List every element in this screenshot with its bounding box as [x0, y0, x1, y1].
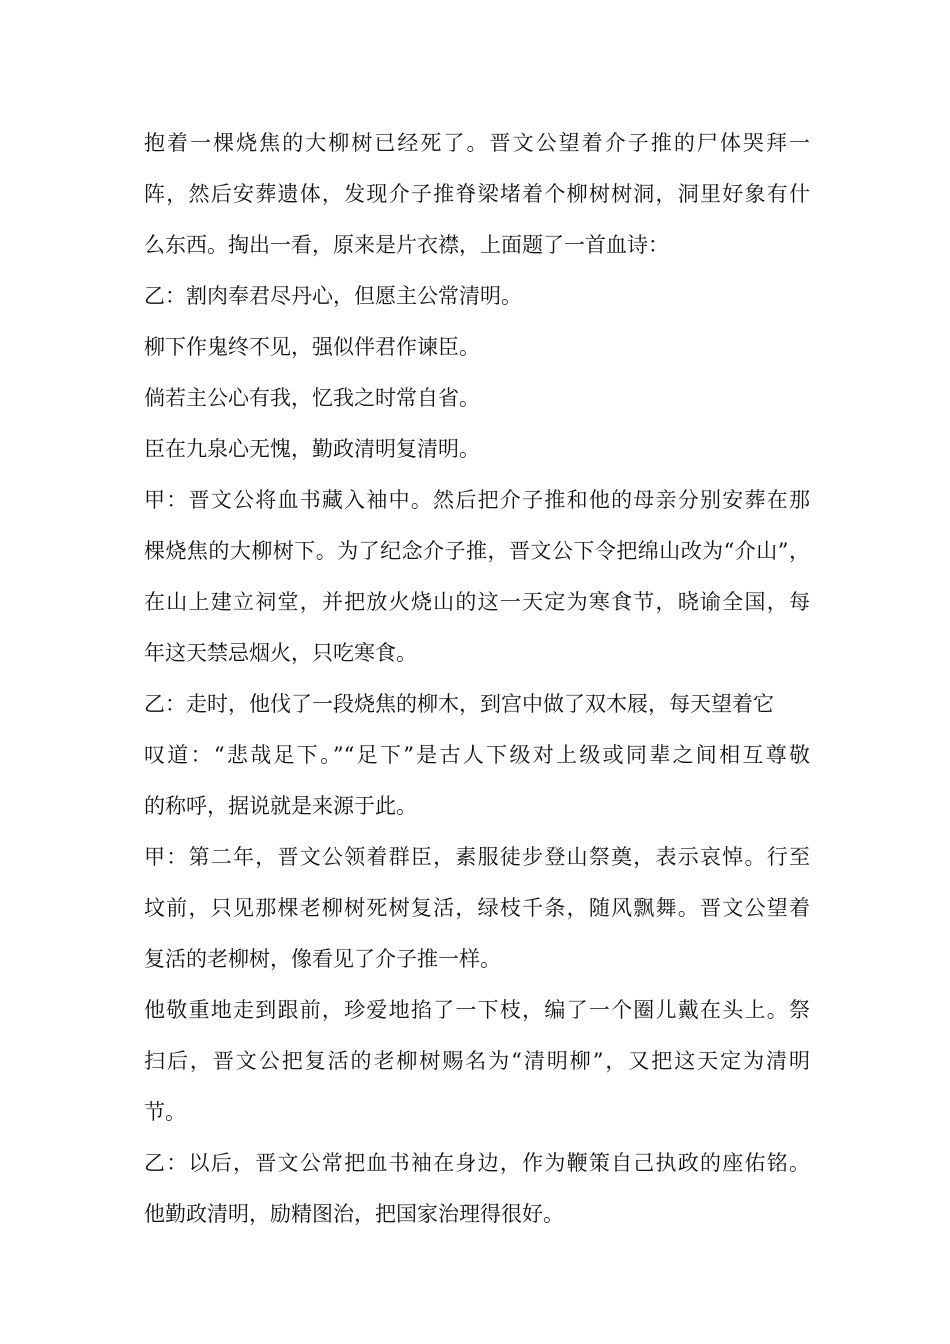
text-line: 复活的老柳树，像看见了介子推一样。 — [144, 947, 501, 971]
text-line: 他敬重地走到跟前，珍爱地掐了一下枝，编了一个圈儿戴在头上。祭 — [144, 998, 810, 1022]
text-line: 的称呼，据说就是来源于此。 — [144, 794, 417, 818]
text-line: 乙：以后，晋文公常把血书袖在身边，作为鞭策自己执政的座佑铭。 — [144, 1151, 810, 1175]
text-line: 臣在九泉心无愧，勤政清明复清明。 — [144, 437, 480, 461]
text-line: 扫后，晋文公把复活的老柳树赐名为“清明柳”，又把这天定为清明 — [144, 1049, 810, 1073]
text-line: 在山上建立祠堂，并把放火烧山的这一天定为寒食节，晓谕全国，每 — [144, 590, 810, 614]
text-line: 甲：第二年，晋文公领着群臣，素服徒步登山祭奠，表示哀悼。行至 — [144, 845, 810, 869]
document-body — [144, 118, 810, 1240]
text-line: 甲：晋文公将血书藏入袖中。然后把介子推和他的母亲分别安葬在那 — [144, 488, 810, 512]
text-line: 阵，然后安葬遗体，发现介子推脊梁堵着个柳树树洞，洞里好象有什 — [144, 182, 810, 206]
text-line: 么东西。掏出一看，原来是片衣襟，上面题了一首血诗： — [144, 233, 669, 257]
text-line: 棵烧焦的大柳树下。为了纪念介子推，晋文公下令把绵山改为“介山”， — [144, 539, 810, 563]
text-line: 倘若主公心有我，忆我之时常自省。 — [144, 386, 480, 410]
text-line: 乙：割肉奉君尽丹心，但愿主公常清明。 — [144, 284, 522, 308]
text-line: 年这天禁忌烟火，只吃寒食。 — [144, 641, 417, 665]
text-line: 乙：走时，他伐了一段烧焦的柳木，到宫中做了双木屐，每天望着它 — [144, 692, 774, 716]
text-line: 叹道：“悲哉足下。”“足下”是古人下级对上级或同辈之间相互尊敬 — [144, 743, 810, 767]
text-line: 节。 — [144, 1100, 186, 1124]
text-line: 抱着一棵烧焦的大柳树已经死了。晋文公望着介子推的尸体哭拜一 — [144, 131, 810, 155]
text-line: 他勤政清明，励精图治，把国家治理得很好。 — [144, 1202, 564, 1226]
text-line: 柳下作鬼终不见，强似伴君作谏臣。 — [144, 335, 480, 359]
text-line: 坟前，只见那棵老柳树死树复活，绿枝千条，随风飘舞。晋文公望着 — [144, 896, 810, 920]
